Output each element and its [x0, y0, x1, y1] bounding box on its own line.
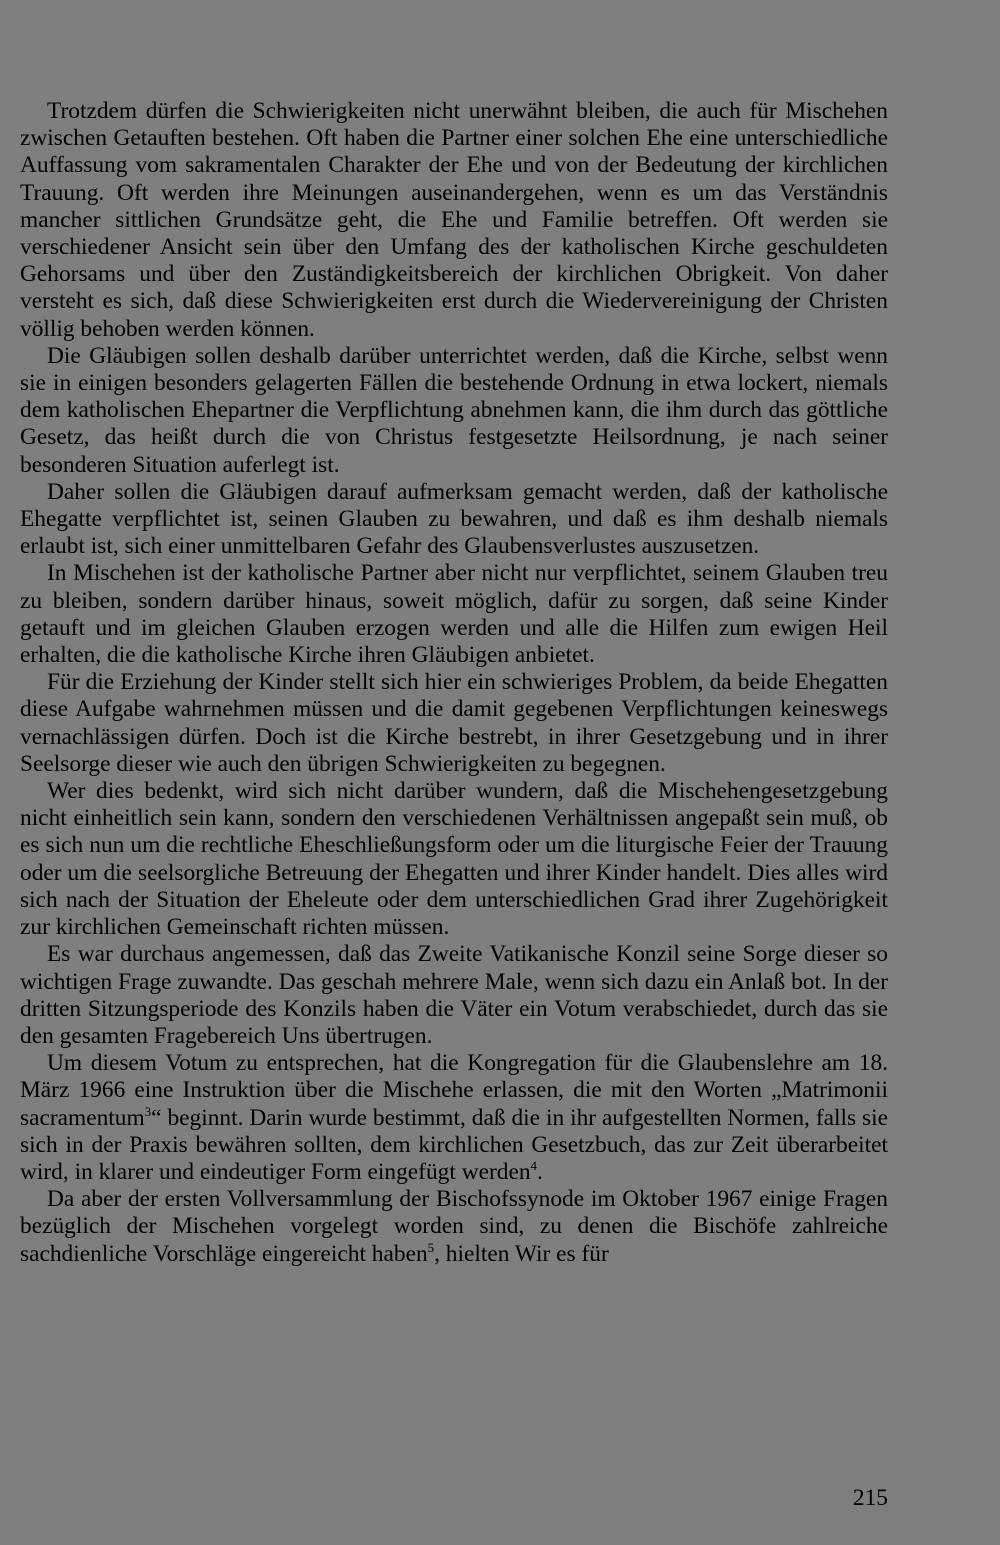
- paragraph-8-text-b: “ beginnt. Darin wurde bestimmt, daß die in ihr aufgestellten Normen, falls sie sich in der Praxis bewähren sollten, dem kirchlichen Gesetzbuch, das zur Zeit überarbeitet wird, in klarer und eindeutiger Form eingefügt werden: [20, 1104, 888, 1185]
- paragraph-2: Die Gläubigen sollen deshalb darüber unterrichtet werden, daß die Kirche, selbst wenn sie in einigen besonders gelagerten Fällen die bestehende Ordnung in etwa lockert, niemals dem katholischen Ehepartner die Verpflichtung abnehmen kann, die ihm durch das göttliche Gesetz, das heißt durch die von Christus festgesetzte Heilsordnung, je nach seiner besonderen Situation auferlegt ist.: [20, 342, 888, 478]
- paragraph-7: Es war durchaus angemessen, daß das Zweite Vatikanische Konzil seine Sorge dieser so wichtigen Frage zuwandte. Das geschah mehrere Male, wenn sich dazu ein Anlaß bot. In der dritten Sitzungsperiode des Konzils haben die Väter ein Votum verabschiedet, durch das sie den gesamten Fragebereich Uns übertrugen.: [20, 941, 888, 1049]
- paragraph-1: Trotzdem dürfen die Schwierigkeiten nicht unerwähnt bleiben, die auch für Mischehen zwischen Getauften bestehen. Oft haben die Partner einer solchen Ehe eine unterschiedliche Auffassung vom sakramentalen Charakter der Ehe und von der Bedeutung der kirchlichen Trauung. Oft werden ihre Meinungen auseinandergehen, wenn es um das Verständnis mancher sittlichen Grundsätze geht, die Ehe und Familie betreffen. Oft werden sie verschiedener Ansicht sein über den Umfang des der katholischen Kirche geschuldeten Gehorsams und über den Zuständigkeitsbereich der kirchlichen Obrigkeit. Von daher versteht es sich, daß diese Schwierigkeiten erst durch die Wiedervereinigung der Christen völlig behoben werden können.: [20, 98, 888, 342]
- footnote-ref-4: 4: [530, 1158, 537, 1173]
- paragraph-8-text-a: Um diesem Votum zu entsprechen, hat die Kongregation für die Glaubenslehre am 18. März 1966 eine Instruktion über die Mischehe erlassen, die mit den Worten „Matrimonii sacramentum: [20, 1050, 888, 1131]
- paragraph-8: [20, 1050, 888, 1186]
- document-body: [20, 98, 888, 1268]
- paragraph-4: In Mischehen ist der katholische Partner aber nicht nur verpflichtet, seinem Glauben treu zu bleiben, sondern darüber hinaus, soweit möglich, dafür zu sorgen, daß seine Kinder getauft und im gleichen Glauben erzogen werden und alle die Hilfen zum ewigen Heil erhalten, die die katholische Kirche ihren Gläubigen anbietet.: [20, 560, 888, 669]
- paragraph-9-text-b: , hielten Wir es für: [434, 1240, 609, 1267]
- paragraph-8-text-c: .: [536, 1158, 543, 1185]
- page-number: 215: [852, 1485, 888, 1511]
- footnote-ref-5: 5: [427, 1240, 435, 1255]
- footnote-ref-3: 3: [144, 1104, 152, 1119]
- paragraph-9: [20, 1186, 888, 1268]
- paragraph-5: Für die Erziehung der Kinder stellt sich hier ein schwieriges Problem, da beide Ehegatten diese Aufgabe wahrnehmen müssen und die damit gegebenen Verpflichtungen keineswegs vernachlässigen dürfen. Doch ist die Kirche bestrebt, in ihrer Gesetzgebung und in ihrer Seelsorge dieser wie auch den übrigen Schwierigkeiten zu begegnen.: [20, 669, 888, 777]
- paragraph-9-text-a: Da aber der ersten Vollversammlung der Bischofssynode im Oktober 1967 einige Fragen bezüglich der Mischehen vorgelegt worden sind, zu denen die Bischöfe zahlreiche sachdienliche Vorschläge eingereicht haben: [20, 1186, 888, 1267]
- paragraph-6: Wer dies bedenkt, wird sich nicht darüber wundern, daß die Mischehengesetzgebung nicht einheitlich sein kann, sondern den verschiedenen Verhältnissen angepaßt sein muß, ob es sich nun um die rechtliche Eheschließungsform oder um die liturgische Feier der Trauung oder um die seelsorgliche Betreuung der Ehegatten und ihrer Kinder handelt. Dies alles wird sich nach der Situation der Eheleute oder dem unterschiedlichen Grad ihrer Zugehörigkeit zur kirchlichen Gemeinschaft richten müssen.: [20, 778, 888, 941]
- paragraph-3: Daher sollen die Gläubigen darauf aufmerksam gemacht werden, daß der katholische Ehegatte verpflichtet ist, seinen Glauben zu bewahren, und daß es ihm deshalb niemals erlaubt ist, sich einer unmittelbaren Gefahr des Glaubensverlustes auszusetzen.: [20, 478, 888, 560]
